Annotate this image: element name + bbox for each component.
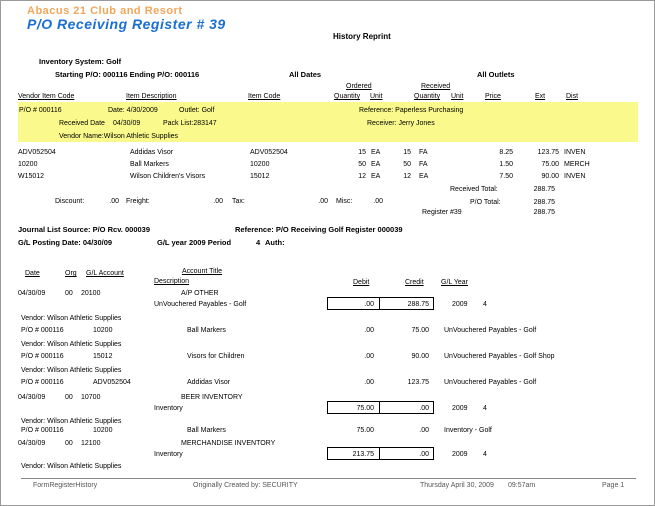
freight-label: Freight: <box>126 198 150 205</box>
pack-list: Pack List:283147 <box>163 120 217 127</box>
po-number: P/O # 000116 <box>19 107 62 114</box>
gl-date: 04/30/09 <box>18 290 46 297</box>
received-total-label: Received Total: <box>450 186 498 193</box>
detail-credit: 90.00 <box>411 353 429 360</box>
gl-description: Inventory <box>154 405 183 412</box>
journal-source: Journal List Source: P/O Rcv. 000039 <box>18 225 150 234</box>
dist-header: Dist <box>566 93 579 100</box>
gl-date: 04/30/09 <box>18 394 46 401</box>
gl-date-header: Date <box>25 270 40 277</box>
footer-form: FormRegisterHistory <box>33 482 98 489</box>
detail-code: 15012 <box>93 353 113 360</box>
item-description: Ball Markers <box>130 161 169 168</box>
footer-time: 09:57am <box>508 482 536 489</box>
vendor-item-code-header: Vendor Item Code <box>18 93 75 100</box>
register-total-label: Register #39 <box>422 209 462 216</box>
gl-debit: .00 <box>364 301 374 308</box>
gl-vendor: Vendor: Wilson Athletic Supplies <box>21 463 122 470</box>
gl-account-title: A/P OTHER <box>181 290 219 297</box>
gl-year-period: G/L year 2009 Period <box>157 238 232 247</box>
item-code: ADV052504 <box>250 149 288 156</box>
gl-description: Inventory <box>154 451 183 458</box>
gl-credit-header: Credit <box>405 279 424 286</box>
gl-year: 2009 <box>452 405 468 412</box>
item-vendor-code: 10200 <box>18 161 38 168</box>
detail-description: Ball Markers <box>187 327 226 334</box>
gl-vendor: Vendor: Wilson Athletic Supplies <box>21 418 122 425</box>
po-range: Starting P/O: 000116 Ending P/O: 000116 <box>55 70 200 79</box>
journal-reference: Reference: P/O Receiving Golf Register 000039 <box>235 225 403 234</box>
tax-label: Tax: <box>232 198 245 205</box>
detail-description: Ball Markers <box>187 427 226 434</box>
tax-value: .00 <box>318 198 328 205</box>
detail-memo: Inventory - Golf <box>444 427 492 434</box>
ordered-quantity-header: Quantity <box>334 93 361 100</box>
po-date: Date: 4/30/2009 <box>108 107 158 114</box>
gl-account: 20100 <box>81 290 101 297</box>
item-ordered-unit: EA <box>371 161 381 168</box>
item-ext: 123.75 <box>537 149 559 156</box>
item-received-qty: 12 <box>403 173 411 180</box>
ordered-header: Ordered <box>346 83 372 90</box>
gl-account-title: BEER INVENTORY <box>181 394 243 401</box>
item-description: Addidas Visor <box>130 149 174 156</box>
received-date-label: Received Date <box>59 120 105 127</box>
detail-code: ADV052504 <box>93 379 131 386</box>
item-dist: INVEN <box>564 173 586 180</box>
po-outlet: Outlet: Golf <box>179 107 215 114</box>
item-vendor-code: ADV052504 <box>18 149 56 156</box>
misc-value: .00 <box>373 198 383 205</box>
detail-credit: 123.75 <box>407 379 429 386</box>
detail-debit: .00 <box>364 379 374 386</box>
gl-debit-header: Debit <box>353 279 370 286</box>
gl-posting-date: G/L Posting Date: 04/30/09 <box>18 238 113 247</box>
detail-debit: 75.00 <box>356 427 374 434</box>
detail-memo: UnVouchered Payables - Golf Shop <box>444 353 555 360</box>
gl-account: 10700 <box>81 394 101 401</box>
footer-page: Page 1 <box>602 482 625 489</box>
gl-account-header: G/L Account <box>86 270 124 277</box>
item-vendor-code: W15012 <box>18 173 45 180</box>
gl-vendor: Vendor: Wilson Athletic Supplies <box>21 341 122 348</box>
item-price: 1.50 <box>499 161 513 168</box>
item-code-header: Item Code <box>248 93 281 100</box>
discount-value: .00 <box>109 198 119 205</box>
gl-credit: .00 <box>419 405 429 412</box>
gl-date: 04/30/09 <box>18 440 46 447</box>
received-total: 288.75 <box>533 186 555 193</box>
gl-period: 4 <box>483 405 487 412</box>
detail-debit: .00 <box>364 353 374 360</box>
received-quantity-header: Quantity <box>414 93 441 100</box>
gl-period: 4 <box>483 301 487 308</box>
detail-credit: 75.00 <box>411 327 429 334</box>
gl-org: 00 <box>65 394 73 401</box>
footer-date: Thursday April 30, 2009 <box>420 482 494 489</box>
item-ordered-qty: 15 <box>358 149 366 156</box>
misc-label: Misc: <box>336 198 353 205</box>
gl-org: 00 <box>65 440 73 447</box>
detail-po: P/O # 000116 <box>21 353 64 360</box>
item-ordered-qty: 50 <box>358 161 366 168</box>
received-date: 04/30/09 <box>113 120 141 127</box>
gl-period: 4 <box>256 238 261 247</box>
gl-description-header: Description <box>154 278 190 285</box>
item-ordered-unit: EA <box>371 173 381 180</box>
footer-created-by: Originally Created by: SECURITY <box>193 482 298 489</box>
gl-account-title: MERCHANDISE INVENTORY <box>181 440 276 447</box>
gl-year: 2009 <box>452 301 468 308</box>
detail-memo: UnVouchered Payables - Golf <box>444 379 537 386</box>
item-description: Wilson Children's Visors <box>130 173 206 180</box>
received-unit-header: Unit <box>451 93 464 100</box>
gl-period: 4 <box>483 451 487 458</box>
item-ext: 75.00 <box>541 161 559 168</box>
account-title-header: Account Title <box>182 268 223 275</box>
footer-rule <box>21 478 636 479</box>
gl-org-header: Org <box>65 270 77 277</box>
po-total: 288.75 <box>533 199 555 206</box>
detail-code: 10200 <box>93 427 113 434</box>
outlet-range: All Outlets <box>477 70 515 79</box>
detail-po: P/O # 000116 <box>21 327 64 334</box>
detail-description: Visors for Children <box>187 353 245 360</box>
receiver: Receiver: Jerry Jones <box>367 120 435 127</box>
gl-debit: 75.00 <box>356 405 374 412</box>
gl-vendor: Vendor: Wilson Athletic Supplies <box>21 367 122 374</box>
item-code: 15012 <box>250 173 270 180</box>
received-header: Received <box>421 83 451 90</box>
item-received-unit: FA <box>419 161 428 168</box>
discount-label: Discount: <box>55 198 85 205</box>
amount-divider <box>379 297 380 310</box>
item-received-unit: EA <box>419 173 429 180</box>
gl-description: UnVouchered Payables - Golf <box>154 301 247 308</box>
item-code: 10200 <box>250 161 270 168</box>
register-title: P/O Receiving Register # 39 <box>27 16 226 32</box>
auth-label: Auth: <box>265 238 285 247</box>
detail-po: P/O # 000116 <box>21 427 64 434</box>
gl-account: 12100 <box>81 440 101 447</box>
gl-credit: .00 <box>419 451 429 458</box>
vendor-name: Vendor Name:Wilson Athletic Supplies <box>59 133 179 140</box>
item-description-header: Item Description <box>126 93 177 100</box>
gl-vendor: Vendor: Wilson Athletic Supplies <box>21 315 122 322</box>
detail-code: 10200 <box>93 327 113 334</box>
item-dist: INVEN <box>564 149 586 156</box>
po-reference: Reference: Paperless Purchasing <box>359 107 464 114</box>
gl-year: 2009 <box>452 451 468 458</box>
item-price: 7.50 <box>499 173 513 180</box>
item-received-qty: 15 <box>403 149 411 156</box>
ordered-unit-header: Unit <box>370 93 383 100</box>
date-range: All Dates <box>289 70 322 79</box>
gl-year-header: G/L Year <box>441 279 468 286</box>
detail-po: P/O # 000116 <box>21 379 64 386</box>
po-total-label: P/O Total: <box>470 199 501 206</box>
gl-credit: 288.75 <box>407 301 429 308</box>
amount-divider <box>379 447 380 460</box>
detail-credit: .00 <box>419 427 429 434</box>
detail-debit: .00 <box>364 327 374 334</box>
item-price: 8.25 <box>499 149 513 156</box>
freight-value: .00 <box>213 198 223 205</box>
brand-title: Abacus 21 Club and Resort <box>27 5 183 17</box>
gl-debit: 213.75 <box>352 451 374 458</box>
ext-header: Ext <box>535 93 546 100</box>
amount-divider <box>379 401 380 414</box>
detail-memo: UnVouchered Payables - Golf <box>444 327 537 334</box>
item-ordered-unit: EA <box>371 149 381 156</box>
item-received-unit: FA <box>419 149 428 156</box>
item-ordered-qty: 12 <box>358 173 366 180</box>
item-received-qty: 50 <box>403 161 411 168</box>
register-total: 288.75 <box>533 209 555 216</box>
gl-org: 00 <box>65 290 73 297</box>
item-ext: 90.00 <box>541 173 559 180</box>
price-header: Price <box>485 93 501 100</box>
inventory-system: Inventory System: Golf <box>39 57 122 66</box>
detail-description: Addidas Visor <box>187 379 231 386</box>
item-dist: MERCH <box>564 161 590 168</box>
report-type: History Reprint <box>333 32 391 41</box>
